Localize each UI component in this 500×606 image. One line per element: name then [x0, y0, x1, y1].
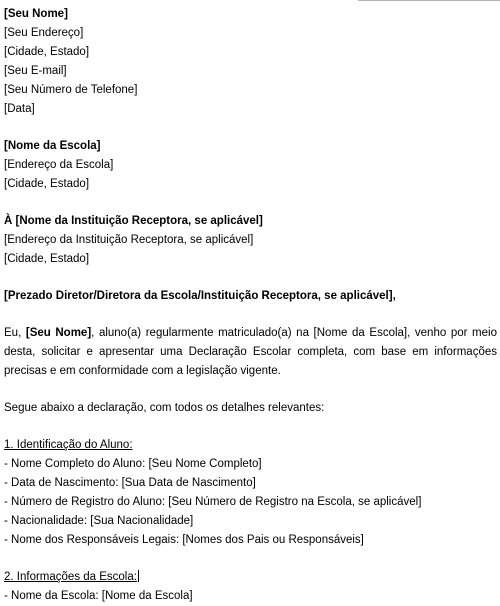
intro-name: [Seu Nome] — [25, 327, 92, 339]
sender-email: [Seu E-mail] — [4, 65, 67, 77]
intro-paragraph — [4, 324, 497, 381]
top-divider — [358, 0, 500, 1]
school-name: [Nome da Escola] — [4, 140, 101, 152]
spacer — [4, 194, 497, 212]
sender-address: [Seu Endereço] — [4, 27, 84, 39]
section1-item: - Número de Registro do Aluno: [Seu Número de Registro na Escola, se aplicável] — [4, 496, 422, 508]
greeting: [Prezado Diretor/Diretora da Escola/Instituição Receptora, se aplicável], — [4, 290, 396, 302]
spacer — [4, 119, 497, 137]
intro-before: Eu, — [4, 327, 26, 339]
spacer — [4, 381, 497, 399]
recipient-address: [Endereço da Instituição Receptora, se aplicável] — [4, 234, 254, 246]
text-cursor — [138, 570, 139, 582]
document-body — [4, 5, 497, 606]
spacer — [4, 550, 497, 568]
intro-after: , aluno(a) regularmente matriculado(a) na [Nome da Escola], venho por meio desta, solicitar e apresentar uma Declaração Escolar completa, com base em informações precisas e em conformidade com a legislação vigente. — [4, 327, 497, 377]
section1-item: - Nacionalidade: [Sua Nacionalidade] — [4, 515, 194, 527]
recipient-name: À [Nome da Instituição Receptora, se aplicável] — [4, 215, 263, 227]
section1-item: - Data de Nascimento: [Sua Data de Nascimento] — [4, 477, 256, 489]
section2-heading-line[interactable] — [4, 568, 497, 587]
follow-text: Segue abaixo a declaração, com todos os detalhes relevantes: — [4, 402, 325, 414]
spacer — [4, 269, 497, 287]
school-city-state: [Cidade, Estado] — [4, 178, 90, 190]
sender-name: [Seu Nome] — [4, 8, 68, 20]
letter-date: [Data] — [4, 103, 35, 115]
school-address: [Endereço da Escola] — [4, 159, 114, 171]
section1-heading: 1. Identificação do Aluno: — [4, 439, 133, 451]
sender-city-state: [Cidade, Estado] — [4, 46, 90, 58]
section2-item: - Nome da Escola: [Nome da Escola] — [4, 590, 193, 602]
spacer — [4, 306, 497, 324]
section1-item: - Nome Completo do Aluno: [Seu Nome Completo] — [4, 458, 262, 470]
section2-heading: 2. Informações da Escola: — [4, 571, 137, 583]
section1-item: - Nome dos Responsáveis Legais: [Nomes dos Pais ou Responsáveis] — [4, 534, 364, 546]
sender-phone: [Seu Número de Telefone] — [4, 84, 138, 96]
spacer — [4, 418, 497, 436]
recipient-city-state: [Cidade, Estado] — [4, 253, 90, 265]
